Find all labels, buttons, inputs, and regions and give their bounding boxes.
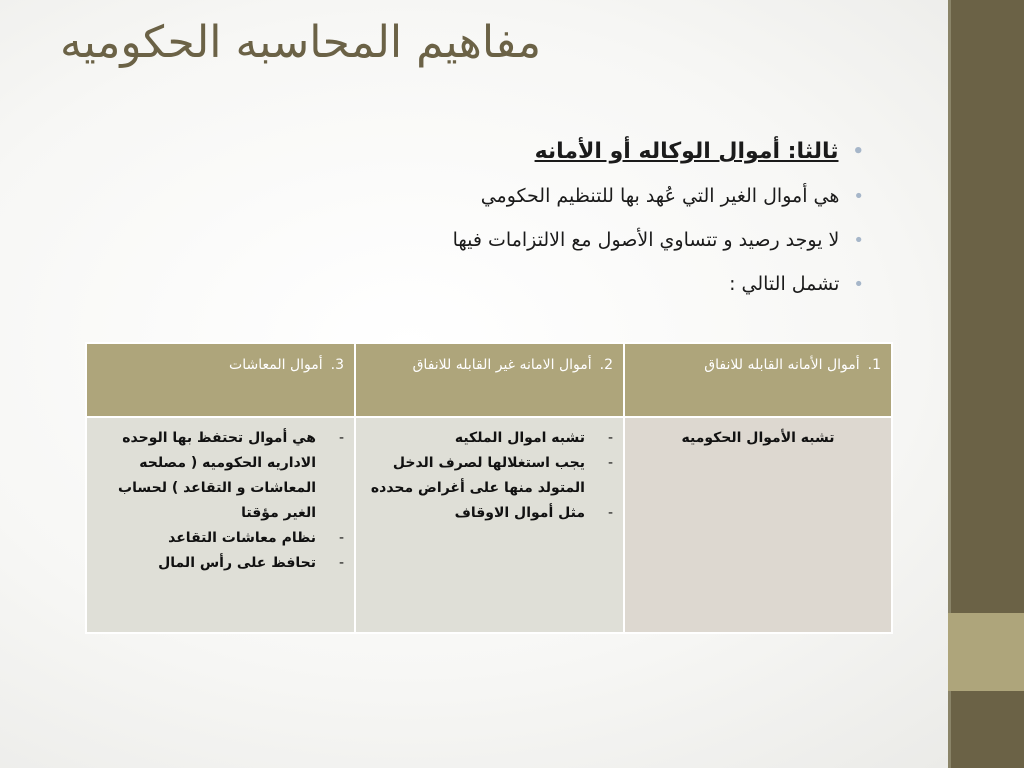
body-cell-2 <box>355 417 624 633</box>
side-decoration-bar <box>948 0 1024 768</box>
dash-marker: - <box>607 505 613 521</box>
list-item <box>366 501 613 526</box>
dash-marker: - <box>338 530 344 546</box>
list-item-text: هي أموال تحتفظ بها الوحده الاداريه الحكوميه ( مصلحه المعاشات و التقاعد ) لحساب الغير مؤقتا <box>118 430 316 521</box>
list-item <box>97 426 344 526</box>
list-item-text: تشبه اموال الملكيه <box>454 430 585 446</box>
bullet-sub-text: هي أموال الغير التي عُهد بها للتنظيم الحكومي <box>480 185 840 207</box>
bullet-sub <box>164 174 864 218</box>
cell-text: تشبه الأموال الحكوميه <box>681 430 835 446</box>
bullet-dot-icon: • <box>853 185 864 207</box>
bullet-list <box>164 130 864 306</box>
body-cell-3 <box>86 417 355 633</box>
dash-marker: - <box>338 430 344 446</box>
trust-funds-table <box>85 342 893 634</box>
list-item-text: نظام معاشات التقاعد <box>168 530 316 546</box>
header-number: 1. <box>867 357 881 373</box>
header-number: 3. <box>330 357 344 373</box>
side-accent-block <box>948 613 1024 691</box>
list-item <box>366 451 613 501</box>
list-item-text: يجب استغلالها لصرف الدخل المتولد منها على أغراض محدده <box>370 455 585 496</box>
bullet-main-text: ثالثا: أموال الوكاله أو الأمانه <box>534 139 839 164</box>
header-number: 2. <box>599 357 613 373</box>
bullet-dot-icon: • <box>852 141 864 162</box>
body-cell-1 <box>624 417 892 633</box>
header-cell-1 <box>624 343 892 417</box>
header-label: أموال الأمانه القابله للانفاق <box>704 357 860 373</box>
bullet-main <box>164 130 864 174</box>
slide-title: مفاهيم المحاسبه الحكوميه <box>60 17 542 68</box>
bullet-dot-icon: • <box>853 229 864 251</box>
list-item <box>97 551 344 576</box>
header-cell-3 <box>86 343 355 417</box>
list-item <box>366 426 613 451</box>
list-item-text: تحافظ على رأس المال <box>158 555 316 571</box>
table-header-row <box>86 343 892 417</box>
table-body-row <box>86 417 892 633</box>
bullet-sub-text: تشمل التالي : <box>729 273 840 295</box>
header-label: أموال المعاشات <box>229 357 323 373</box>
bullet-dot-icon: • <box>853 273 864 295</box>
bullet-sub <box>164 262 864 306</box>
list-item-text: مثل أموال الاوقاف <box>454 505 585 521</box>
header-label: أموال الامانه غير القابله للانفاق <box>412 357 592 373</box>
dash-marker: - <box>607 455 613 471</box>
bullet-sub-text: لا يوجد رصيد و تتساوي الأصول مع الالتزامات فيها <box>452 229 840 251</box>
cell-list <box>366 426 613 526</box>
dash-marker: - <box>338 555 344 571</box>
bullet-sub <box>164 218 864 262</box>
list-item <box>97 526 344 551</box>
cell-list <box>97 426 344 576</box>
header-cell-2 <box>355 343 624 417</box>
dash-marker: - <box>607 430 613 446</box>
